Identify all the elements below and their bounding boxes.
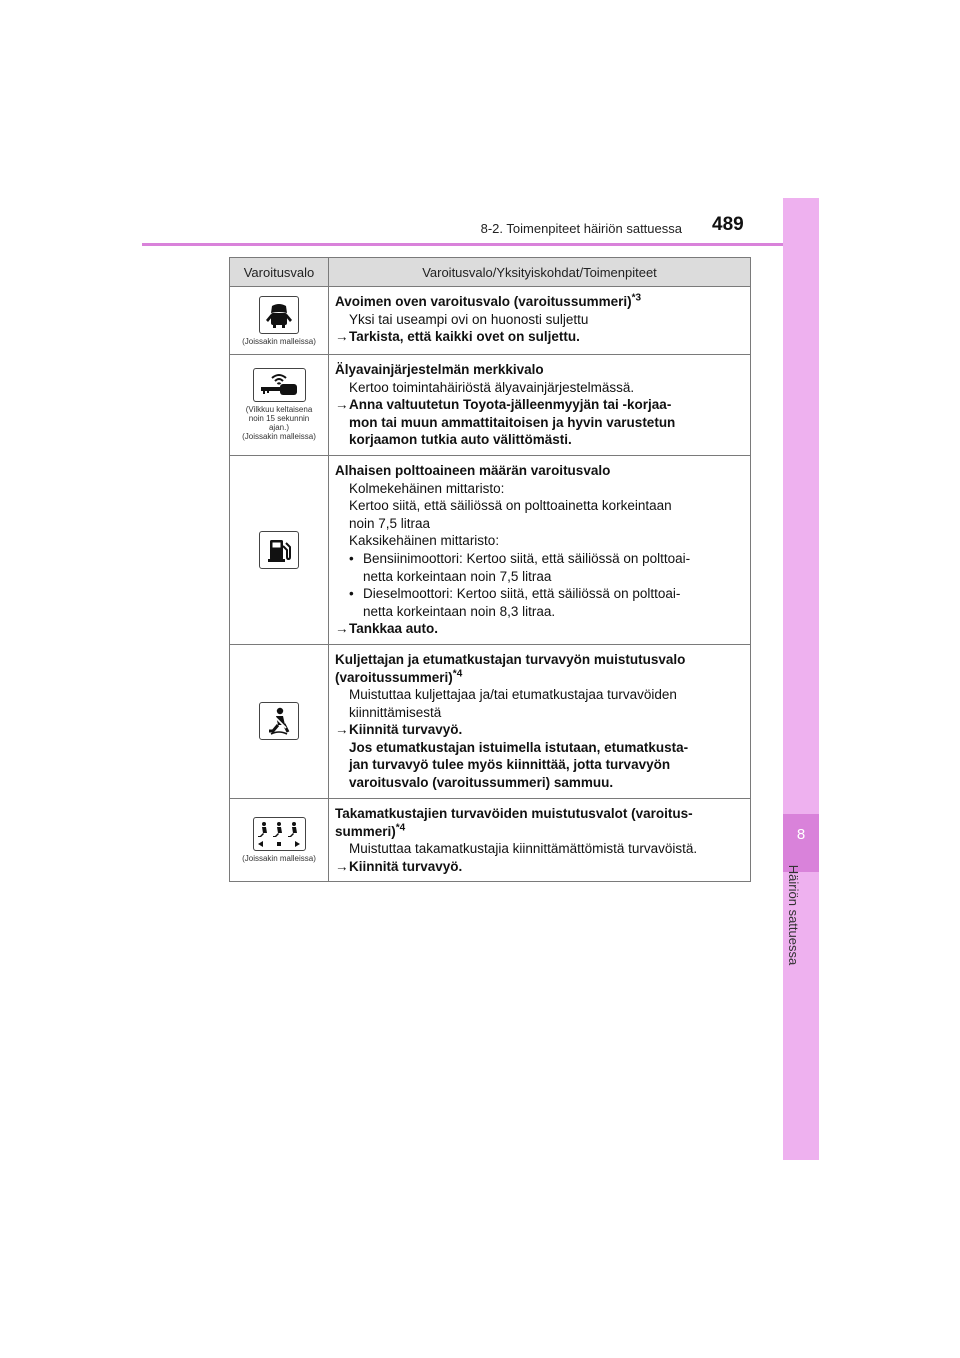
chapter-label: Häiriön sattuessa [786,864,801,966]
footnote-ref: *4 [452,668,463,679]
seatbelt-icon [259,702,299,740]
row-detail: noin 7,5 litraa [349,515,431,531]
list-item: • Bensiinimoottori: Kertoo siitä, että säiliössä on polttoai- [349,550,691,566]
table-row [230,355,751,456]
row-title: Takamatkustajien turvavöiden muistutusvalot (varoitus- [335,805,693,821]
arrow-icon: → [335,722,349,738]
header-section-title: 8-2. Toimenpiteet häiriön sattuessa [480,221,682,236]
col-header-details: Varoitusvalo/Yksityiskohdat/Toimenpiteet [329,258,751,287]
arrow-icon: → [335,397,349,413]
icon-cell [230,798,329,881]
rear-seatbelts-icon [253,817,306,851]
row-detail: Kertoo toimintahäiriöstä älyavainjärjestelmässä. [349,379,635,395]
table-row [230,455,751,644]
list-item: • Dieselmoottori: Kertoo siitä, että säiliössä on polttoai- [349,586,681,602]
row-action: →Tarkista, että kaikki ovet on suljettu. [335,329,580,345]
row-detail: Yksi tai useampi ovi on huonosti suljettu [349,311,589,327]
icon-caption: (Joissakin malleissa) [242,336,316,346]
table-row [230,644,751,798]
arrow-icon: → [335,858,349,874]
row-action: →Tankkaa auto. [335,621,439,637]
header-rule [142,243,819,246]
row-detail: Kertoo siitä, että säiliössä on polttoainetta korkeintaan [349,498,672,514]
row-action: →Kiinnitä turvavyö. [335,858,463,874]
row-action-cont: mon tai muun ammattitaitoisen ja hyvin varustetun [349,414,676,430]
page-number: 489 [712,214,744,235]
table-header-row [230,258,751,287]
row-title: Alhaisen polttoaineen määrän varoitusvalo [335,462,611,478]
footnote-ref: *4 [395,822,406,833]
col-header-warning-light: Varoitusvalo [230,258,329,287]
row-title: Avoimen oven varoitusvalo (varoitussummeri)$^{*3}$ [335,292,642,309]
row-action: →Kiinnitä turvavyö. [335,722,463,738]
text-cell [329,287,751,355]
row-action: →Anna valtuutetun Toyota-jälleenmyyjän tai -korjaa- [335,397,672,413]
list-item-cont: netta korkeintaan noin 8,3 litraa. [363,603,556,619]
arrow-icon: → [335,621,349,637]
row-detail: Kolmekehäinen mittaristo: [349,480,505,496]
row-note: Jos etumatkustajan istuimella istutaan, etumatkusta- [349,739,689,755]
warning-light-table [229,257,751,882]
row-title-cont: summeri)$^{*4}$ [335,822,406,839]
arrow-icon: → [335,329,349,345]
text-cell [329,644,751,798]
row-detail: Kaksikehäinen mittaristo: [349,533,500,549]
row-note: jan turvavyö tulee myös kiinnittää, jotta turvavyön [349,757,671,773]
row-detail: Muistuttaa takamatkustajia kiinnittämättömistä turvavöistä. [349,841,698,857]
row-title-cont: (varoitussummeri)$^{*4}$ [335,668,463,685]
icon-cell [230,355,329,456]
icon-cell [230,287,329,355]
table-row [230,287,751,355]
footnote-ref: *3 [631,292,642,304]
row-title: Älyavainjärjestelmän merkkivalo [335,362,544,377]
text-cell [329,355,751,456]
icon-cell [230,644,329,798]
chapter-side-tab [783,198,819,1160]
icon-caption: (Joissakin malleissa) [242,854,316,864]
row-note: varoitusvalo (varoitussummeri) sammuu. [349,775,614,791]
icon-cell [230,455,329,644]
door-open-icon [259,296,299,334]
row-detail: Muistuttaa kuljettajaa ja/tai etumatkustajaa turvavöiden [349,687,677,703]
row-title: Kuljettajan ja etumatkustajan turvavyön muistutusvalo [335,651,686,667]
row-action-cont: korjaamon tutkia auto välittömästi. [349,432,572,448]
table-row [230,798,751,881]
chapter-number-box [783,814,819,872]
icon-caption: (Vilkkuu keltaisena noin 15 sekunnin ajan.) (Joissakin malleissa) [242,405,316,442]
row-detail: kiinnittämisestä [349,704,442,720]
text-cell [329,455,751,644]
fuel-pump-icon [259,531,299,569]
list-item-cont: netta korkeintaan noin 7,5 litraa [363,568,552,584]
smart-key-icon [253,368,306,402]
chapter-number: 8 [796,826,806,843]
text-cell [329,798,751,881]
